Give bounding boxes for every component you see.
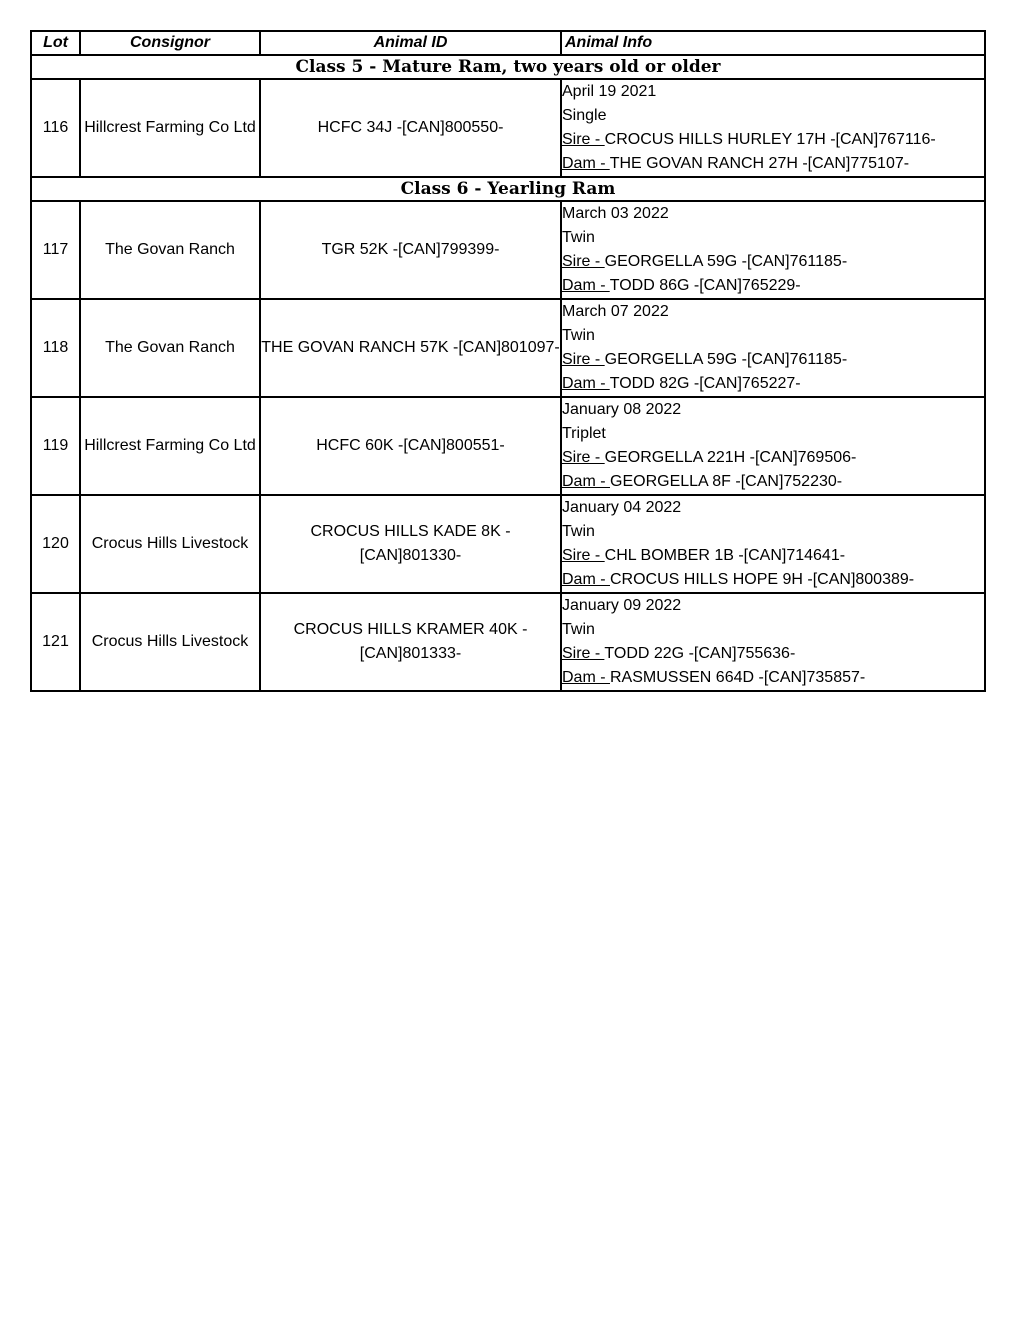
lot-number: 118 [31, 299, 80, 397]
dam-name: GEORGELLA 8F -[CAN]752230- [610, 473, 843, 490]
consignor-name: Hillcrest Farming Co Ltd [80, 79, 260, 177]
class-heading-row [31, 55, 985, 79]
sire-line [562, 446, 984, 470]
dam-line [562, 372, 984, 396]
birth-date: March 03 2022 [562, 205, 669, 222]
sire-name: CROCUS HILLS HURLEY 17H -[CAN]767116- [604, 131, 936, 148]
sire-line [562, 642, 984, 666]
header-lot: Lot [31, 31, 80, 55]
animal-id: TGR 52K -[CAN]799399- [260, 201, 561, 299]
animal-id: HCFC 60K -[CAN]800551- [260, 397, 561, 495]
birth-type: Triplet [562, 425, 606, 442]
sire-label: Sire - [562, 351, 605, 368]
table-row [31, 397, 985, 495]
sire-line [562, 128, 984, 152]
birth-type: Twin [562, 229, 595, 246]
sire-line [562, 250, 984, 274]
lot-number: 116 [31, 79, 80, 177]
sire-name: GEORGELLA 59G -[CAN]761185- [604, 351, 848, 368]
dam-label: Dam - [562, 375, 610, 392]
dam-line [562, 666, 984, 690]
table-header [31, 31, 985, 55]
sire-label: Sire - [562, 449, 605, 466]
birth-date: March 07 2022 [562, 303, 669, 320]
birth-type: Twin [562, 327, 595, 344]
animal-info [561, 201, 985, 299]
sire-label: Sire - [562, 645, 605, 662]
animal-info [561, 397, 985, 495]
dam-line [562, 470, 984, 494]
birth-date: January 04 2022 [562, 499, 682, 516]
dam-line [562, 568, 984, 592]
consignor-name: Hillcrest Farming Co Ltd [80, 397, 260, 495]
sire-line [562, 348, 984, 372]
class-heading-row [31, 177, 985, 201]
dam-name: RASMUSSEN 664D -[CAN]735857- [610, 669, 866, 686]
dam-name: THE GOVAN RANCH 27H -[CAN]775107- [609, 155, 910, 172]
table-row [31, 593, 985, 691]
dam-line [562, 274, 984, 298]
birth-date: January 09 2022 [562, 597, 682, 614]
animal-id: CROCUS HILLS KRAMER 40K -[CAN]801333- [260, 593, 561, 691]
table-row [31, 299, 985, 397]
header-consignor: Consignor [80, 31, 260, 55]
sire-name: CHL BOMBER 1B -[CAN]714641- [604, 547, 846, 564]
lot-number: 117 [31, 201, 80, 299]
birth-type: Twin [562, 523, 595, 540]
dam-label: Dam - [562, 669, 610, 686]
animal-info [561, 299, 985, 397]
sire-name: GEORGELLA 221H -[CAN]769506- [604, 449, 857, 466]
animal-id: CROCUS HILLS KADE 8K -[CAN]801330- [260, 495, 561, 593]
birth-date: April 19 2021 [562, 83, 657, 100]
dam-label: Dam - [562, 277, 610, 294]
dam-label: Dam - [562, 155, 610, 172]
table-row [31, 201, 985, 299]
sire-label: Sire - [562, 547, 605, 564]
class-title: Class 6 - Yearling Ram [31, 177, 985, 201]
animal-id: THE GOVAN RANCH 57K -[CAN]801097- [260, 299, 561, 397]
sire-name: TODD 22G -[CAN]755636- [604, 645, 796, 662]
dam-name: CROCUS HILLS HOPE 9H -[CAN]800389- [610, 571, 915, 588]
table-row [31, 495, 985, 593]
dam-label: Dam - [562, 571, 610, 588]
sire-line [562, 544, 984, 568]
lot-number: 121 [31, 593, 80, 691]
consignor-name: The Govan Ranch [80, 299, 260, 397]
animal-info [561, 495, 985, 593]
header-animal-info: Animal Info [561, 31, 985, 55]
birth-date: January 08 2022 [562, 401, 682, 418]
lot-table [30, 30, 986, 692]
consignor-name: Crocus Hills Livestock [80, 593, 260, 691]
dam-label: Dam - [562, 473, 610, 490]
header-animal-id: Animal ID [260, 31, 561, 55]
animal-info [561, 79, 985, 177]
sire-label: Sire - [562, 131, 605, 148]
lot-number: 120 [31, 495, 80, 593]
lot-number: 119 [31, 397, 80, 495]
table-row [31, 79, 985, 177]
birth-type: Twin [562, 621, 595, 638]
class-title: Class 5 - Mature Ram, two years old or older [31, 55, 985, 79]
table-body [31, 55, 985, 691]
sire-label: Sire - [562, 253, 605, 270]
animal-id: HCFC 34J -[CAN]800550- [260, 79, 561, 177]
consignor-name: The Govan Ranch [80, 201, 260, 299]
dam-name: TODD 86G -[CAN]765229- [609, 277, 801, 294]
dam-line [562, 152, 984, 176]
sire-name: GEORGELLA 59G -[CAN]761185- [604, 253, 848, 270]
dam-name: TODD 82G -[CAN]765227- [609, 375, 801, 392]
animal-info [561, 593, 985, 691]
consignor-name: Crocus Hills Livestock [80, 495, 260, 593]
birth-type: Single [562, 107, 607, 124]
